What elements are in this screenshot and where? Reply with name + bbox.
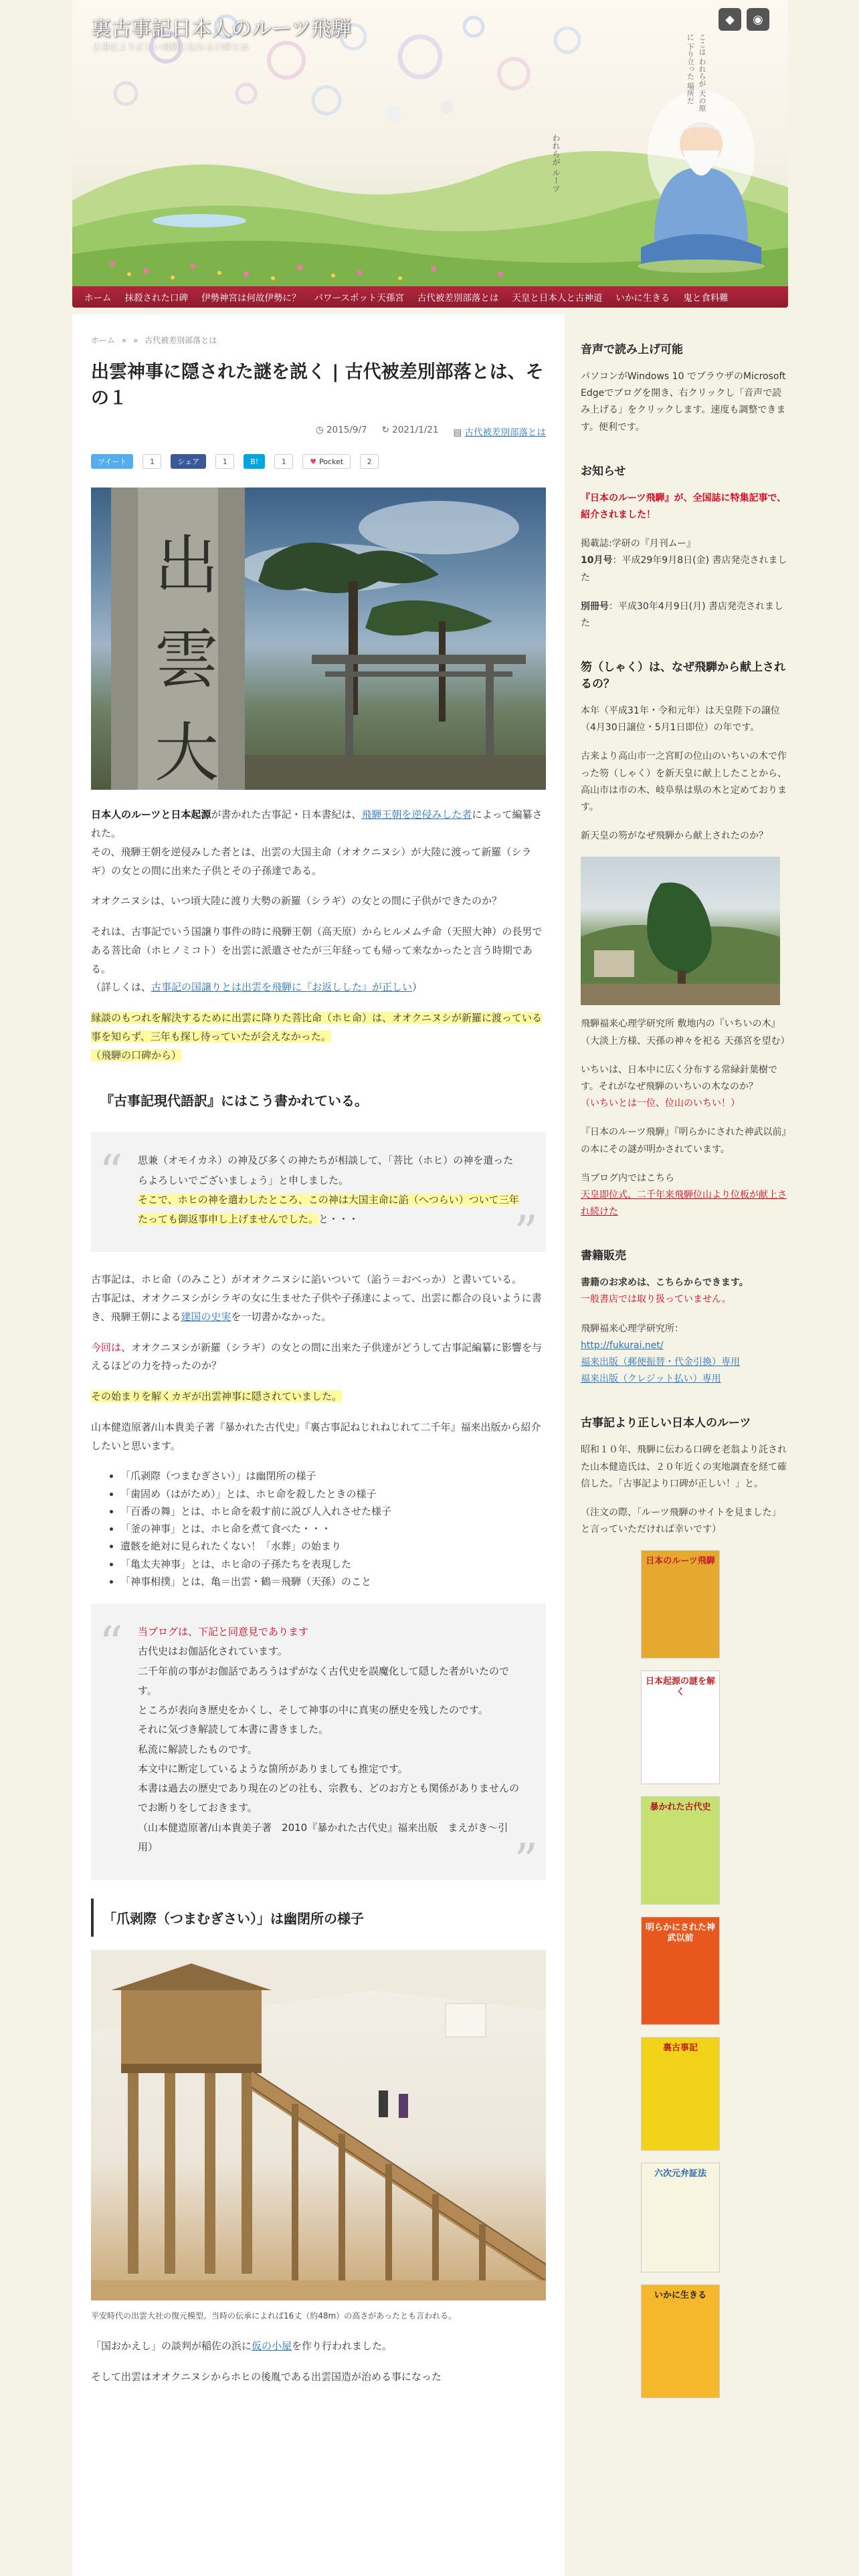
paragraph-7 (91, 1388, 546, 1406)
facebook-share-button[interactable]: シェア (171, 454, 206, 469)
hatena-bookmark-button[interactable]: B! (244, 454, 265, 469)
news-issue-label: 10月号 (581, 555, 613, 566)
nav-item-emperor[interactable]: 天皇と日本人と古神道 (512, 293, 603, 304)
paragraph-6 (91, 1339, 546, 1376)
disclaimer-line: 本書は過去の歴史であり現在のどの社も、宗教も、どのお方とも関係がありませんのでお断りをしておきます。 (138, 1782, 520, 1814)
site-title[interactable]: 裏古事記日本人のルーツ飛騨 (91, 17, 351, 41)
blockquote-kojiki (91, 1132, 546, 1261)
p3-text-b: （詳しくは、 (91, 981, 152, 994)
ichii-question: いちいは、日本中に広く分布する常緑針葉樹です。それがなぜ飛騨のいちいの木なのか？ (581, 1064, 777, 1092)
quote-open-icon: “ (99, 1616, 123, 1672)
breadcrumb-sep: » (121, 336, 127, 345)
quote-close-icon: ” (514, 1833, 538, 1889)
link-founding-history[interactable]: 建国の史実 (181, 1310, 231, 1323)
shaku-text: 新天皇の笏がなぜ飛騨から献上されたのか？ (581, 831, 768, 842)
quote-open-icon: “ (99, 1145, 123, 1200)
disclaimer-line: 本文中に断定しているような箇所がありましても推定です。 (138, 1762, 408, 1775)
posted-date-text: 2015/9/7 (326, 425, 367, 436)
link-hida-dynasty[interactable]: 飛騨王朝を逆侵みした者 (361, 809, 472, 821)
news-text-2 (581, 599, 788, 632)
banner-calligraphy-2: われらが ルーツ (551, 134, 561, 193)
nav-item-oni[interactable]: 鬼と食料難 (683, 293, 729, 304)
p7-highlight: その始まりを解くカギが出雲神事に隠されていました。 (91, 1390, 343, 1403)
disclaimer-line: それに気づき解読して本書に書きました。 (138, 1723, 329, 1736)
torii-illustration (91, 488, 546, 790)
breadcrumb-home[interactable]: ホーム (91, 336, 116, 345)
books-bold: 書籍のお求めは、こちらからできます。 (581, 1277, 749, 1289)
nav-item-erased-legend[interactable]: 抹殺された口碑 (124, 293, 188, 304)
tweet-count: 1 (142, 454, 161, 469)
p6-red: 今回は (91, 1341, 122, 1354)
main-nav (72, 286, 788, 308)
p5-text-c: を一切書かなかった。 (231, 1310, 332, 1323)
book-cover[interactable] (641, 2163, 720, 2272)
shaku-link-block (581, 1170, 788, 1221)
post-meta (91, 425, 546, 438)
news-highlight: 『日本のルーツ飛騨』が、全国誌に特集記事で、紹介されました！ (581, 492, 787, 520)
books-red: 一般書店では取り扱っていません。 (581, 1294, 731, 1305)
p4-highlight-text: 縁談のもつれを解決するために出雲に降りた菩比命（ホヒ命）は、オオクニヌシが新羅に渡っている事を知らず、三年も探し待っていたが会えなかった。 (91, 1012, 542, 1043)
book-title: 日本起源の謎を解く (646, 1677, 716, 1697)
book-cover[interactable] (641, 2284, 720, 2398)
nav-item-ise[interactable]: 伊勢神宮は何故伊勢に？ (201, 293, 301, 304)
intro-text-2: その、飛騨王朝を逆侵みした者とは、出雲の大国主命（オオクニヌシ）が大陸に渡って新羅（シラギ）の女との間に出来た子供とその子孫達である。 (91, 845, 532, 877)
pocket-count: 2 (360, 454, 379, 469)
book-cover[interactable] (641, 1917, 720, 2025)
book-cover[interactable] (641, 2037, 720, 2151)
paragraph-4-highlight (91, 1009, 546, 1065)
site-header-area (72, 0, 788, 308)
rss-icon[interactable]: ◉ (747, 8, 769, 31)
widget-read-aloud (581, 340, 788, 436)
paragraph-5 (91, 1271, 546, 1326)
widget-title: 笏（しゃく）は、なぜ飛騨から献上されるの？ (581, 661, 785, 691)
p9-text-b: を作り行われました。 (292, 2340, 393, 2353)
shaku-text: 本年（平成31年・令和元年）は天皇陛下の譲位（4月30日譲位・5月1日即位）の年です。 (581, 706, 780, 734)
link-credit-order[interactable]: 福来出版（クレジット払い）専用 (581, 1374, 721, 1385)
banner-calligraphy: ここは われらが 天の原に 下り立った 場所だ (686, 33, 706, 112)
post-category: ▤ 古代被差別部落とは (453, 427, 546, 439)
svg-text:雲: 雲 (155, 622, 219, 697)
book-cover[interactable] (641, 1550, 720, 1658)
quote-line-1: 思兼（オモイカネ）の神及び多くの神たちが相談して、「菩比（ホヒ）の神を遣ったらよろしいでございましょう」と申しました。 (138, 1154, 514, 1186)
ichii-tree-photo (581, 857, 780, 1005)
news-text (581, 536, 788, 586)
paragraph-2: オオクニヌシは、いつ頃大陸に渡り大勢の新羅（シラギ）の女との間に子供ができたのか？ (91, 895, 502, 907)
widget-title: 書籍販売 (581, 1249, 626, 1263)
widget-roots (581, 1413, 788, 2398)
breadcrumb (91, 334, 546, 346)
blog-link-intro: 当ブログ内ではこちら (581, 1172, 674, 1184)
widget-title: 音声で読み上げ可能 (581, 343, 683, 356)
news-special-date: ：平成30年4月9日(月) 書店発売されました (581, 601, 784, 629)
link-temporary-hut[interactable]: 仮の小屋 (252, 2340, 292, 2353)
shrine-model-illustration (91, 1950, 546, 2300)
book-covers (641, 1550, 788, 2398)
photo-caption: 平安時代の出雲大社の復元模型。当時の伝承によれば16丈（約48m）の高さがあったとも言われる。 (91, 2311, 457, 2321)
heading-tsumamugisai: 「爪剥際（つまむぎさい）」は幽閉所の様子 (91, 1899, 546, 1937)
header-icons (719, 8, 769, 31)
list-item: • 「神事相撲」とは、亀＝出雲・鶴＝飛騨（天孫）のこと (120, 1573, 546, 1590)
roots-text: 昭和１０年、飛騨に伝わる口碑を老翁より託された山本健造氏は、２０年近くの実地調査を経て確信した。「古事記より口碑が正しい！」と。 (581, 1444, 787, 1489)
disclaimer-line: 二千年前の事がお伽話であろうはずがなく古代史を誤魔化して隠した者がいたのです。 (138, 1665, 510, 1697)
link-fukurai[interactable]: http://fukurai.net/ (581, 1339, 664, 1351)
book-title: 六次元弁証法 (654, 2169, 706, 2179)
topic-list (120, 1467, 546, 1590)
tweet-button[interactable]: ツイート (91, 454, 133, 469)
link-enthronement[interactable]: 天皇即位式、二千年来飛騨位山より位板が献上され続けた (581, 1189, 787, 1218)
post-category-link[interactable]: 古代被差別部落とは (464, 427, 546, 439)
list-item: • 「百番の舞」とは、ホヒ命を殺す前に説び人入れさせた様子 (120, 1503, 546, 1520)
header-banner (72, 0, 788, 286)
p6-text: 、オオクニヌシが新羅（シラギ）の女との間に出来た子供達がどうして古事記編纂に影響を与えるほどの力を持ったのか？ (91, 1341, 542, 1372)
izumo-taisha-model-photo (91, 1950, 546, 2300)
posted-date: ◷ 2015/9/7 (315, 425, 367, 436)
list-item: • 「釜の神事」とは、ホヒ命を煮て食べた・・・ (120, 1520, 546, 1537)
list-item: • 「歯固め（はがため）」とは、ホヒ命を殺したときの様子 (120, 1485, 546, 1503)
link-postal-order[interactable]: 福来出版（郵便振替・代金引換）専用 (581, 1357, 740, 1368)
books-text (581, 1275, 788, 1308)
news-magazine: 掲載誌:学研の『月刊ムー』 (581, 538, 696, 550)
news-special-label: 別冊号 (581, 601, 609, 612)
shaku-text (581, 1062, 788, 1113)
heading-kojiki-modern: 『古事記現代語訳』にはこう書かれている。 (100, 1093, 368, 1109)
list-item: • 遺骸を絶対に見られたくない！「水葬」の始まり (120, 1537, 546, 1555)
svg-text:出: 出 (155, 528, 219, 604)
roots-text: （注文の際、「ルーツ飛騨のサイトを見ました」と言っていただければ幸いです） (581, 1507, 781, 1535)
pocket-label: Pocket (319, 457, 344, 466)
pocket-button[interactable] (302, 454, 351, 469)
p3-text-c: ） (412, 981, 423, 994)
feedly-icon[interactable]: ◆ (719, 8, 741, 31)
nav-item-how-to-live[interactable]: いかに生きる (615, 293, 670, 304)
paragraph-10: そして出雲はオオクニヌシからホヒの後胤である出雲国造が治める事になった (91, 2370, 442, 2383)
nav-item-power-spot[interactable]: パワースポット天孫宮 (314, 293, 404, 304)
widget-title: 古事記より正しい日本人のルーツ (581, 1416, 751, 1430)
izumo-torii-photo (91, 488, 546, 790)
shaku-text: 古来より高山市一之宮町の位山のいちいの木で作った笏（しゃく）を新天皇に献上したことから、高山市は市の木、岐阜県は県の木と定めております。 (581, 751, 787, 813)
book-cover[interactable] (641, 1671, 720, 1784)
nav-item-ancient-buraku[interactable]: 古代被差別部落とは (417, 293, 499, 304)
widget-text: パソコンがWindows 10 でブラウザのMicrosoft Edgeでブログを開き、右クリックし「音声で読み上げる」をクリックします。速度も調整できます。便利です。 (581, 371, 786, 433)
p5-text: 古事記は、ホヒ命（のみこと）がオオクニヌシに諂いついて（諂う＝おべっか）と書いている。 (91, 1273, 522, 1286)
disclaimer-citation: （山本健造原著/山本貴美子著 2010『暴かれた古代史』福来出版 まえがき～引用） (138, 1821, 508, 1853)
quote-close-icon: ” (514, 1205, 538, 1261)
p4-highlight-source: （飛騨の口碑から） (91, 1049, 182, 1061)
intro-bold: 日本人のルーツと日本起源 (91, 809, 211, 821)
intro-text-end: によって編纂された。 (91, 809, 543, 840)
content-wrap (72, 314, 788, 2576)
paragraph-3 (91, 923, 546, 997)
shaku-text: 『日本のルーツ飛騨』『明らかにされた神武以前』の本にその謎が明かされています。 (581, 1127, 787, 1155)
share-buttons (91, 454, 546, 469)
book-title: いかに生きる (654, 2290, 706, 2301)
ichii-caption: 飛騨福来心理学研究所 敷地内の『いちいの木』（大淡上方様、天孫の神々を祀る 天孫宮を望む） (581, 1018, 790, 1047)
book-title: 裏古事記 (662, 2043, 698, 2054)
post-title: 出雲神事に隠された謎を説く | 古代被差別部落とは、その１ (91, 362, 544, 409)
hatena-count: 1 (274, 454, 293, 469)
widget-books (581, 1246, 788, 1388)
widget-title: お知らせ (581, 464, 626, 478)
book-title: 明らかにされた神武以前 (646, 1923, 716, 1943)
pocket-icon: ♥ (310, 457, 317, 466)
link-kuniyuzuri[interactable]: 古事記の国譲りとは出雲を飛騨に『お返しした』が正しい (151, 981, 413, 994)
updated-date: ↻ 2021/1/21 (381, 425, 439, 436)
disclaimer-title: 当ブログは、下記と同意見であります (138, 1626, 309, 1638)
site-description: 古事記より正しい飛騨に伝わる口碑とは (92, 43, 250, 53)
sidebar (581, 314, 788, 2576)
breadcrumb-category[interactable]: 古代被差別部落とは (145, 336, 217, 345)
paragraph-9 (91, 2337, 546, 2356)
paragraph-intro (91, 806, 546, 880)
books-links (581, 1321, 788, 1388)
book-title: 暴かれた古代史 (650, 1802, 711, 1813)
widget-news (581, 461, 788, 632)
quote-line-3: と・・・ (318, 1213, 359, 1226)
blockquote-disclaimer (91, 1604, 546, 1889)
paragraph-8: 山本健造原著/山本貴美子著『暴かれた古代史』『裏古事記ねじれねじれて二千年』福来出版から紹介したいと思います。 (91, 1420, 541, 1452)
disclaimer-line: ところが表向き歴史をかくし、そして神事の中に真実の歴史を残したのです。 (138, 1704, 488, 1717)
breadcrumb-sep: » (133, 336, 138, 345)
p3-text: それは、古事記でいう国譲り事件の時に飛騨王朝（高天原）からヒルメムチ命（天照大神）の長男である菩比命（ホヒノミコト）を出雲に派遣させたが三年経っても帰って来なかったと言う時期である。 (91, 926, 543, 975)
main-article (72, 314, 565, 2576)
book-title: 日本のルーツ飛騨 (646, 1556, 715, 1567)
p9-text: 「国おかえし」の談判が稲佐の浜に (91, 2340, 252, 2353)
disclaimer-line: 私流に解読したものです。 (138, 1743, 258, 1755)
intro-text: が書かれた古事記・日本書紀は、 (211, 809, 362, 821)
ichii-tree-illustration (581, 857, 780, 1005)
ichii-answer: （いちいとは一位、位山のいちい！） (581, 1098, 740, 1109)
books-institute: 飛騨福来心理学研究所： (581, 1323, 684, 1334)
p5-text-b: 古事記は、オオクニヌシがシラギの女に生ませた子供や子孫達によって、出雲に都合の良いように書き、飛騨王朝による (91, 1292, 542, 1323)
book-cover[interactable] (641, 1796, 720, 1905)
svg-text:大: 大 (155, 716, 219, 790)
widget-shaku (581, 657, 788, 1220)
quote-line-2: そこで、ホヒの神を遣わしたところ、この神は大国主命に諂（へつらい）ついて三年たっても御返事申し上げませんでした。 (138, 1193, 519, 1226)
news-issue-date: ：平成29年9月8日(金) 書店発売されました (581, 555, 787, 583)
updated-date-text: 2021/1/21 (392, 425, 439, 436)
list-item: • 「亀太夫神事」とは、ホヒ命の子孫たちを表現した (120, 1555, 546, 1573)
disclaimer-line: 古代史はお伽話化されています。 (138, 1645, 288, 1658)
facebook-count: 1 (215, 454, 234, 469)
nav-item-home[interactable]: ホーム (84, 293, 112, 304)
list-item: • 「爪剥際（つまむぎさい）」は幽閉所の様子 (120, 1467, 546, 1485)
